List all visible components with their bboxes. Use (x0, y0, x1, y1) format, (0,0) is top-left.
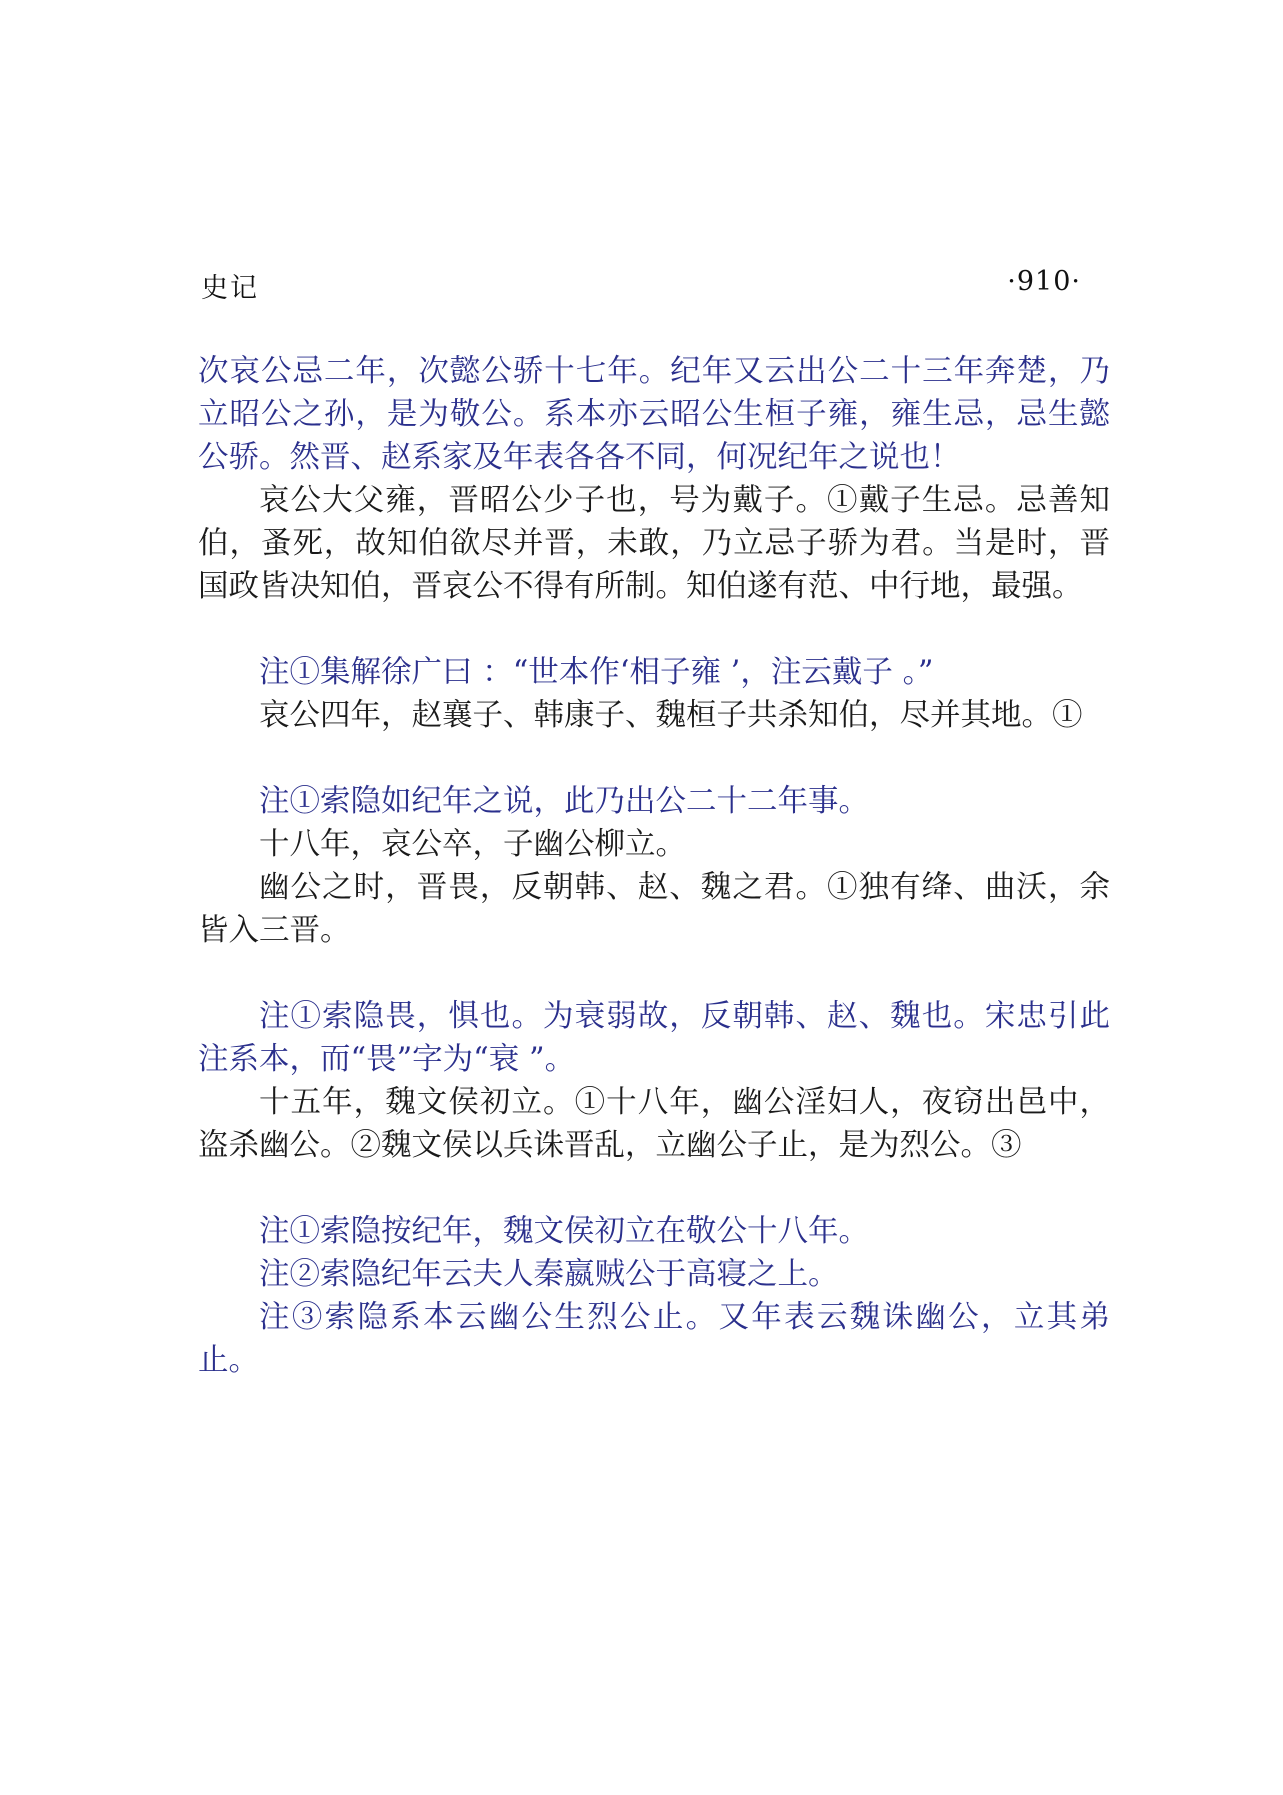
text-paragraph: 哀公四年，赵襄子、韩康子、魏桓子共杀知伯，尽并其地。① (259, 698, 1083, 733)
text-paragraph: 十五年，魏文侯初立。①十八年，幽公淫妇人，夜窃出邑中，盗杀幽公。②魏文侯以兵诛晋乱，立幽公子止，是为烈公。③ (198, 1085, 1110, 1163)
page-body (198, 350, 1110, 1382)
book-title: 史记 (201, 273, 259, 304)
page-number: ·910· (1007, 266, 1081, 297)
annotation-paragraph: 注②索隐纪年云夫人秦嬴贼公于高寝之上。 (259, 1257, 839, 1292)
text-paragraph: 十八年，哀公卒，子幽公柳立。 (259, 827, 686, 862)
annotation-paragraph: 注①索隐按纪年，魏文侯初立在敬公十八年。 (259, 1214, 869, 1249)
running-head (201, 266, 1081, 306)
text-paragraph: 幽公之时，晋畏，反朝韩、赵、魏之君。①独有绛、曲沃，余皆入三晋。 (198, 870, 1110, 948)
annotation-paragraph: 注①索隐如纪年之说，此乃出公二十二年事。 (259, 784, 869, 819)
text-paragraph: 哀公大父雍，晋昭公少子也，号为戴子。①戴子生忌。忌善知伯，蚤死，故知伯欲尽并晋，未敢，乃立忌子骄为君。当是时，晋国政皆决知伯，晋哀公不得有所制。知伯遂有范、中行地，最强。 (198, 483, 1110, 604)
annotation-paragraph: 注①索隐畏，惧也。为衰弱故，反朝韩、赵、魏也。宋忠引此注系本，而“畏”字为“衰 ”。 (198, 999, 1110, 1077)
annotation-paragraph: 次哀公忌二年，次懿公骄十七年。纪年又云出公二十三年奔楚，乃立昭公之孙，是为敬公。系本亦云昭公生桓子雍，雍生忌，忌生懿公骄。然晋、赵系家及年表各各不同，何况纪年之说也！ (198, 354, 1110, 475)
annotation-paragraph: 注①集解徐广曰 ：“世本作‘相子雍 ’，注云戴子 。” (259, 655, 934, 690)
annotation-paragraph: 注③索隐系本云幽公生烈公止。又年表云魏诛幽公，立其弟止。 (198, 1300, 1110, 1378)
